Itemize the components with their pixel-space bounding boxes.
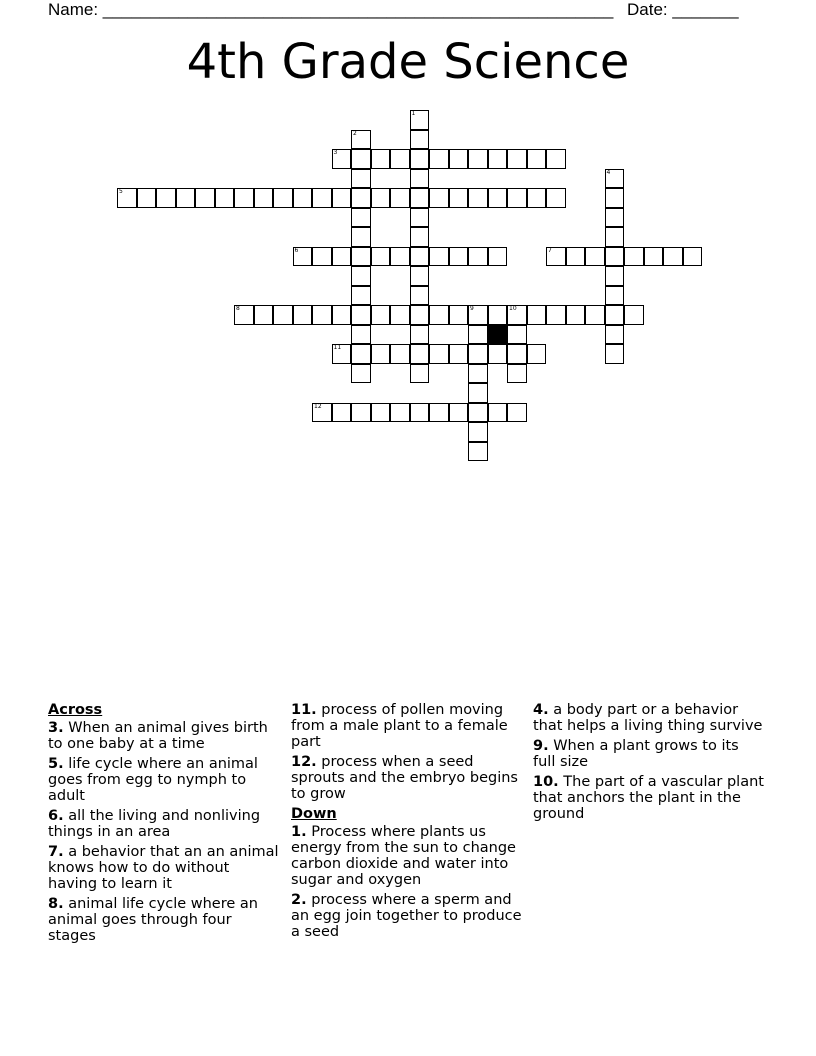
clue-across-3 [48,720,280,752]
clues-section [48,702,778,962]
grid-cell[interactable] [390,344,410,364]
clue-text: all the living and nonliving things in an area [48,808,261,840]
cell-number: 7 [548,246,552,254]
clue-number: 2. [291,892,307,908]
grid-cell[interactable] [390,188,410,208]
grid-cell[interactable] [566,305,586,325]
clue-across-12 [291,754,523,802]
grid-cell[interactable] [254,305,274,325]
clue-text: a behavior that an an animal knows how to do without having to learn it [48,844,279,892]
clues-column-1 [48,702,280,948]
grid-cell[interactable] [507,325,527,345]
clue-number: 7. [48,844,64,860]
grid-cell[interactable] [351,305,371,325]
grid-cell[interactable] [429,247,449,267]
grid-cell[interactable] [312,247,332,267]
grid-cell[interactable] [488,305,508,325]
grid-cell[interactable] [332,247,352,267]
grid-cell[interactable] [605,286,625,306]
grid-cell[interactable] [351,403,371,423]
clue-number: 6. [48,808,64,824]
grid-cell[interactable] [410,344,430,364]
grid-cell[interactable] [351,247,371,267]
grid-cell[interactable] [332,149,352,169]
grid-cell[interactable] [605,208,625,228]
grid-cell[interactable] [332,305,352,325]
black-square [488,325,508,345]
grid-cell[interactable] [449,344,469,364]
grid-cell[interactable] [293,188,313,208]
grid-cell[interactable] [429,305,449,325]
grid-cell[interactable] [507,188,527,208]
grid-cell[interactable] [429,149,449,169]
clue-number: 11. [291,702,317,718]
grid-cell[interactable] [468,247,488,267]
cell-number: 8 [236,305,240,312]
grid-cell[interactable] [468,422,488,442]
grid-cell[interactable] [488,149,508,169]
across-heading: Across [48,702,103,718]
grid-cell[interactable] [488,403,508,423]
grid-cell[interactable] [371,344,391,364]
grid-cell[interactable] [351,325,371,345]
grid-cell[interactable] [390,305,410,325]
grid-cell[interactable] [273,305,293,325]
grid-cell[interactable] [332,403,352,423]
grid-cell[interactable] [507,364,527,384]
grid-cell[interactable] [312,403,332,423]
grid-cell[interactable] [176,188,196,208]
grid-cell[interactable] [410,110,430,130]
grid-cell[interactable] [410,325,430,345]
grid-cell[interactable] [410,364,430,384]
grid-cell[interactable] [644,247,664,267]
grid-cell[interactable] [507,305,527,325]
clue-across-5 [48,756,280,804]
clue-text: a body part or a behavior that helps a living thing survive [533,702,763,734]
clues-column-2 [291,702,523,944]
grid-cell[interactable] [351,130,371,150]
grid-cell[interactable] [468,403,488,423]
grid-cell[interactable] [273,188,293,208]
grid-cell[interactable] [488,344,508,364]
grid-cell[interactable] [351,364,371,384]
grid-cell[interactable] [371,403,391,423]
grid-cell[interactable] [410,305,430,325]
grid-cell[interactable] [234,188,254,208]
grid-cell[interactable] [468,344,488,364]
grid-cell[interactable] [410,247,430,267]
grid-cell[interactable] [605,266,625,286]
grid-cell[interactable] [410,188,430,208]
clue-text: life cycle where an animal goes from egg to nymph to adult [48,756,258,804]
grid-cell[interactable] [371,247,391,267]
clue-text: process where a sperm and an egg join together to produce a seed [291,892,522,940]
grid-cell[interactable] [410,403,430,423]
grid-cell[interactable] [449,305,469,325]
grid-cell[interactable] [449,149,469,169]
grid-cell[interactable] [585,247,605,267]
clue-across-6 [48,808,280,840]
grid-cell[interactable] [410,286,430,306]
clue-number: 10. [533,774,559,790]
clue-down-10 [533,774,765,822]
grid-cell[interactable] [410,149,430,169]
grid-cell[interactable] [468,442,488,462]
grid-cell[interactable] [429,344,449,364]
grid-cell[interactable] [527,305,547,325]
grid-cell[interactable] [371,149,391,169]
clue-text: When a plant grows to its full size [533,738,739,770]
grid-cell[interactable] [546,188,566,208]
grid-cell[interactable] [293,305,313,325]
grid-cell[interactable] [410,208,430,228]
grid-cell[interactable] [527,344,547,364]
grid-cell[interactable] [351,169,371,189]
clue-across-7 [48,844,280,892]
crossword-grid [0,0,816,480]
grid-cell[interactable] [390,247,410,267]
grid-cell[interactable] [410,130,430,150]
clue-number: 3. [48,720,64,736]
clue-number: 1. [291,824,307,840]
grid-cell[interactable] [566,247,586,267]
grid-cell[interactable] [507,149,527,169]
grid-cell[interactable] [546,247,566,267]
grid-cell[interactable] [351,188,371,208]
date-field[interactable]: Date: _______ [627,0,739,19]
clue-down-4 [533,702,765,734]
clue-down-9 [533,738,765,770]
cell-number: 6 [294,246,299,254]
grid-cell[interactable] [488,188,508,208]
grid-cell[interactable] [195,188,215,208]
grid-cell[interactable] [624,305,644,325]
grid-cell[interactable] [390,149,410,169]
grid-cell[interactable] [468,325,488,345]
grid-cell[interactable] [624,247,644,267]
clue-text: When an animal gives birth to one baby at a time [48,720,268,752]
grid-cell[interactable] [605,247,625,267]
clue-down-1 [291,824,523,888]
grid-cell[interactable] [351,208,371,228]
grid-cell[interactable] [429,403,449,423]
grid-cell[interactable] [488,247,508,267]
clue-number: 4. [533,702,549,718]
grid-cell[interactable] [371,305,391,325]
cell-number: 10 [509,305,517,312]
grid-cell[interactable] [156,188,176,208]
cell-number: 3 [333,149,338,156]
cell-number: 11 [333,344,342,351]
clue-text: The part of a vascular plant that anchors the plant in the ground [533,774,764,822]
cell-number: 1 [411,110,416,117]
grid-cell[interactable] [468,149,488,169]
clue-text: Process where plants us energy from the sun to change carbon dioxide and water into sugar and oxygen [291,824,516,888]
grid-cell[interactable] [351,266,371,286]
grid-cell[interactable] [351,286,371,306]
grid-cell[interactable] [605,227,625,247]
grid-cell[interactable] [546,305,566,325]
grid-cell[interactable] [351,149,371,169]
grid-cell[interactable] [527,188,547,208]
grid-cell[interactable] [410,227,430,247]
clue-text: process of pollen moving from a male plant to a female part [291,702,508,750]
grid-cell[interactable] [410,169,430,189]
grid-cell[interactable] [605,305,625,325]
grid-cell[interactable] [468,305,488,325]
grid-cell[interactable] [468,188,488,208]
grid-cell[interactable] [312,305,332,325]
cell-number: 12 [314,402,322,410]
grid-cell[interactable] [117,188,137,208]
grid-cell[interactable] [605,325,625,345]
grid-cell[interactable] [332,188,352,208]
grid-cell[interactable] [468,383,488,403]
grid-cell[interactable] [410,266,430,286]
grid-cell[interactable] [605,169,625,189]
grid-cell[interactable] [351,344,371,364]
grid-cell[interactable] [429,188,449,208]
cell-number: 9 [470,305,474,312]
grid-cell[interactable] [507,403,527,423]
grid-cell[interactable] [371,188,391,208]
clue-text: process when a seed sprouts and the embryo begins to grow [291,754,518,802]
grid-cell[interactable] [215,188,235,208]
cell-number: 5 [119,188,123,195]
grid-cell[interactable] [449,403,469,423]
grid-cell[interactable] [254,188,274,208]
grid-cell[interactable] [137,188,157,208]
page-title: 4th Grade Science [186,34,630,90]
grid-cell[interactable] [683,247,703,267]
grid-cell[interactable] [605,188,625,208]
grid-cell[interactable] [234,305,254,325]
down-heading: Down [291,806,337,822]
grid-cell[interactable] [546,149,566,169]
grid-cell[interactable] [585,305,605,325]
grid-cell[interactable] [527,149,547,169]
clue-across-11 [291,702,523,750]
grid-cell[interactable] [390,403,410,423]
clue-text: animal life cycle where an animal goes through four stages [48,896,258,944]
grid-cell[interactable] [449,188,469,208]
clue-down-2 [291,892,523,940]
clue-number: 8. [48,896,64,912]
name-field[interactable]: Name: ______________________________________________________ [48,0,614,19]
grid-cell[interactable] [449,247,469,267]
cell-number: 4 [606,168,611,176]
clue-across-8 [48,896,280,944]
cell-number: 2 [353,129,357,137]
grid-cell[interactable] [468,364,488,384]
grid-cell[interactable] [332,344,352,364]
grid-cell[interactable] [293,247,313,267]
grid-cell[interactable] [605,344,625,364]
clue-number: 12. [291,754,317,770]
grid-cell[interactable] [507,344,527,364]
grid-cell[interactable] [312,188,332,208]
grid-cell[interactable] [351,227,371,247]
grid-cell[interactable] [663,247,683,267]
clue-number: 9. [533,738,549,754]
clues-column-3 [533,702,765,826]
clue-number: 5. [48,756,64,772]
